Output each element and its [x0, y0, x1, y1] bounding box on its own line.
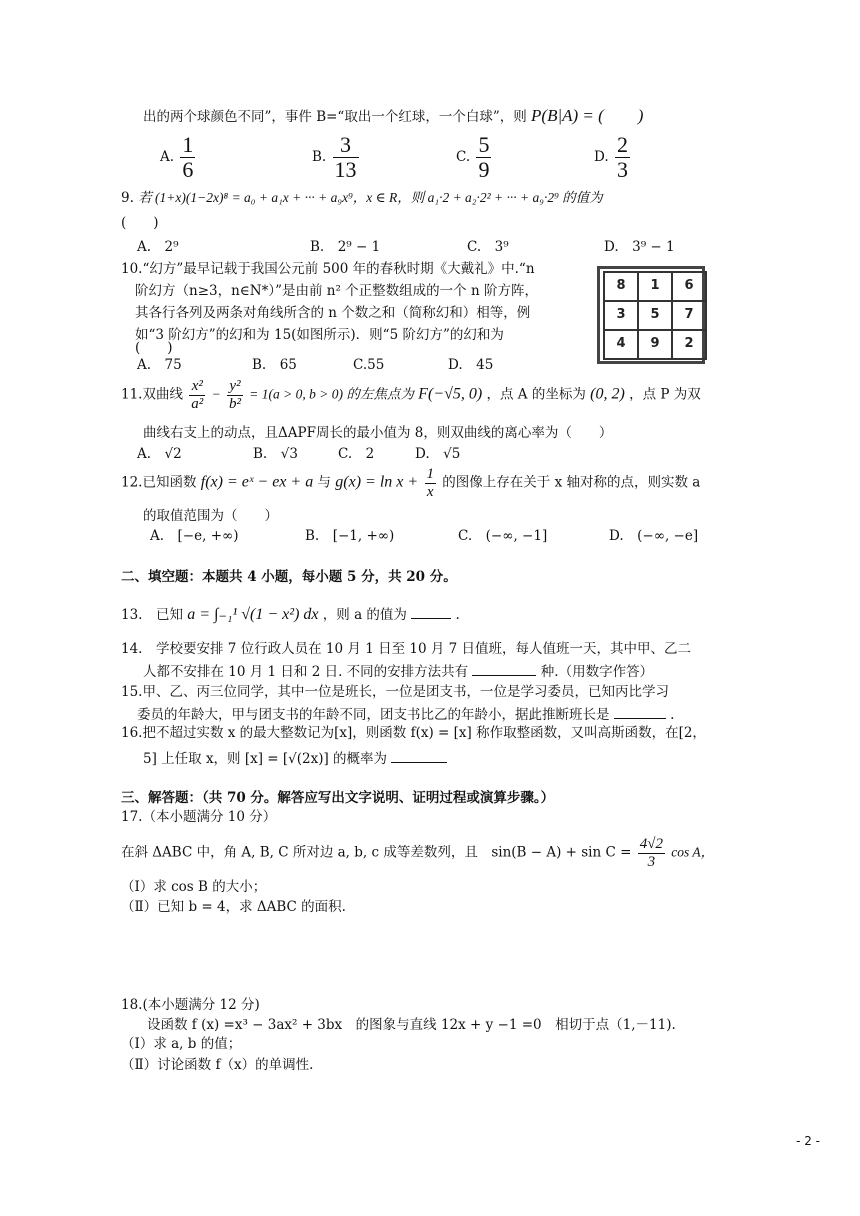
- q13-answer-blank[interactable]: [411, 604, 451, 619]
- q8-option-a: A. $\frac{1}{6}$: [160, 132, 194, 183]
- magic-cell: 6: [672, 272, 706, 301]
- q18-stem: 设函数 f (x) =x³ − 3ax² + 3bx 的图象与直线 12x + y −1 =0 相切于点（1,－11).: [147, 1017, 676, 1033]
- q17-part-2: （Ⅱ）已知 b = 4，求 ΔABC 的面积.: [121, 899, 346, 915]
- magic-cell: 8: [604, 272, 638, 301]
- q10-option-c: C.55: [353, 357, 385, 373]
- q12-option-c: C. (−∞, −1]: [458, 528, 548, 544]
- q12-option-b: B. [−1, +∞): [305, 528, 395, 544]
- q10-line-3: 其各行各列及两条对角线所含的 n 个数之和（简称幻和）相等，例: [135, 305, 531, 321]
- q11-line-1: 11.双曲线 $\frac{\text{x²}}{\text{a²}}$ − $\frac{\text{y²}}{\text{b²}}$ = 1(a > 0, b > 0) 的左焦点为 F(−√5, 0) ，点 A 的坐标为 (0, 2) ，点 P 为双: [121, 378, 701, 412]
- q18-part-2: （Ⅱ）讨论函数 f（x）的单调性.: [121, 1057, 314, 1073]
- q8-option-d: D. $\frac{2}{3}$: [594, 132, 628, 183]
- magic-cell: 7: [672, 301, 706, 330]
- q13-line: 13. 已知 a = ∫₋₁¹ √(1 − x²) dx ，则 a 的值为 .: [121, 606, 460, 623]
- q8-option-c: C. $\frac{5}{9}$: [456, 132, 490, 183]
- q9-option-a: A. 2⁹: [137, 239, 179, 255]
- q10-line-1: 10.“幻方”最早记载于我国公元前 500 年的春秋时期《大戴礼》中.“n: [121, 261, 535, 277]
- q10-line-5: ( ): [135, 340, 173, 356]
- section-3-title: 三、解答题：（共 70 分。解答应写出文字说明、证明过程或演算步骤。）: [121, 790, 555, 806]
- q9-option-d: D. 3⁹ − 1: [604, 239, 675, 255]
- magic-square-grid: [603, 271, 707, 360]
- q14-line-2: 人都不安排在 10 月 1 日和 2 日. 不同的安排方法共有 种.（用数字作答）: [143, 661, 653, 682]
- q10-option-b: B. 65: [252, 357, 297, 373]
- q11-option-c: C. 2: [338, 446, 375, 462]
- magic-cell: 9: [638, 330, 672, 359]
- q16-answer-blank[interactable]: [391, 748, 447, 763]
- q14-answer-blank[interactable]: [472, 661, 536, 676]
- q9-option-b: B. 2⁹ − 1: [310, 239, 381, 255]
- q17-stem: 在斜 ΔABC 中，角 A, B, C 所对边 a, b, c 成等差数列，且 sin(B − A) + sin C = $\frac{4√2}{3}$ cos A，: [121, 836, 715, 870]
- q10-option-a: A. 75: [137, 357, 182, 373]
- q18-part-1: （Ⅰ）求 a, b 的值；: [121, 1036, 242, 1052]
- magic-cell: 5: [638, 301, 672, 330]
- q12-line-2: 的取值范围为（ ）: [143, 508, 278, 524]
- q17-part-1: （Ⅰ）求 cos B 的大小；: [121, 879, 267, 895]
- page-number: - 2 -: [796, 1134, 820, 1148]
- q9-stem: 9. 若 (1+x)(1−2x)⁸ = a₀ + a₁x + ··· + a₉x⁹，x ∈ R，则 a₁·2 + a₂·2² + ··· + a₉·2⁹ 的值为: [121, 190, 603, 206]
- q9-paren: ( ): [121, 215, 159, 231]
- q12-option-a: A. [−e, +∞): [150, 528, 239, 544]
- q11-option-a: A. √2: [137, 446, 182, 462]
- magic-cell: 1: [638, 272, 672, 301]
- q16-line-2: 5] 上任取 x，则 [x] = [√(2x)] 的概率为: [143, 748, 447, 769]
- magic-cell: 2: [672, 330, 706, 359]
- q8-option-b: B. $\frac{3}{13}$: [312, 132, 357, 183]
- q10-line-2: 阶幻方（n≥3，n∈N*）”是由前 n² 个正整数组成的一个 n 阶方阵，: [135, 283, 538, 299]
- q12-option-d: D. (−∞, −e]: [609, 528, 699, 544]
- q9-option-c: C. 3⁹: [467, 239, 509, 255]
- q16-line-1: 16.把不超过实数 x 的最大整数记为[x]，则函数 f(x) = [x] 称作取整函数，又叫高斯函数，在[2，: [121, 725, 706, 741]
- magic-cell: 4: [604, 330, 638, 359]
- q10-option-d: D. 45: [448, 357, 494, 373]
- q12-line-1: 12.已知函数 f(x) = eˣ − ex + a 与 g(x) = ln x + $\frac{1}{x}$ 的图像上存在关于 x 轴对称的点，则实数 a: [121, 466, 701, 500]
- q10-line-4: 如“3 阶幻方”的幻和为 15(如图所示)．则“5 阶幻方”的幻和为: [135, 327, 504, 343]
- magic-cell: 3: [604, 301, 638, 330]
- q14-line-1: 14. 学校要安排 7 位行政人员在 10 月 1 日至 10 月 7 日值班，每人值班一天，其中甲、乙二: [121, 641, 692, 657]
- q8-stem-tail: 出的两个球颜色不同”，事件 B=“取出一个红球，一个白球”，则 P(B|A) = ( ): [143, 106, 644, 125]
- q11-option-b: B. √3: [253, 446, 298, 462]
- q11-line-2: 曲线右支上的动点，且ΔAPF周长的最小值为 8，则双曲线的离心率为（ ）: [143, 425, 613, 441]
- q15-line-1: 15.甲、乙、丙三位同学，其中一位是班长，一位是团支书，一位是学习委员，已知丙比学习: [121, 684, 669, 700]
- q15-line-2: 委员的年龄大，甲与团支书的年龄不同，团支书比乙的年龄小，据此推断班长是 .: [137, 704, 674, 725]
- q15-answer-blank[interactable]: [614, 704, 666, 719]
- q11-option-d: D. √5: [415, 446, 461, 462]
- q18-header: 18.(本小题满分 12 分): [121, 997, 260, 1013]
- q17-header: 17.（本小题满分 10 分）: [121, 809, 277, 825]
- section-2-title: 二、填空题：本题共 4 小题，每小题 5 分，共 20 分。: [121, 569, 457, 585]
